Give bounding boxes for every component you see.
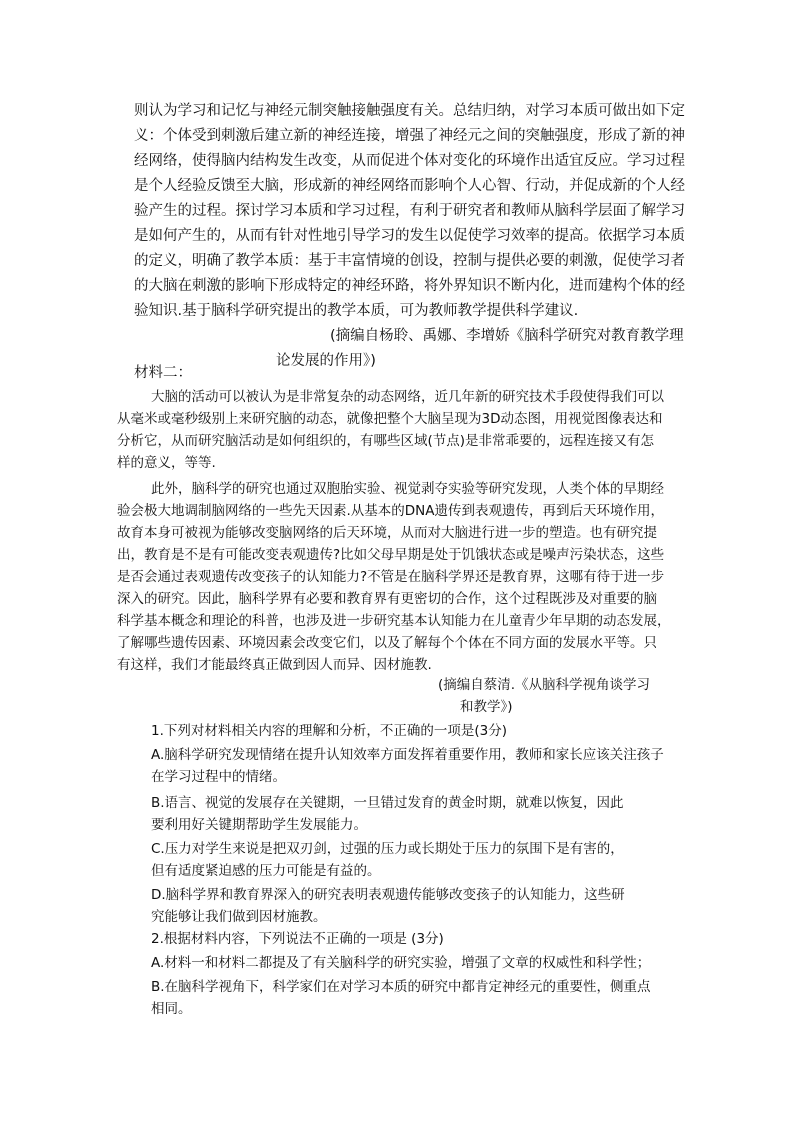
text-line: 经网络，使得脑内结构发生改变，从而促进个体对变化的环境作出适宜反应。学习过程 — [134, 153, 685, 169]
option-b: B.在脑科学视角下，科学家们在对学习本质的研究中都肯定神经元的重要性，侧重点 — [151, 979, 651, 995]
source-citation: (摘编自杨聆、禹娜、李增娇《脑科学研究对教育教学理 — [330, 328, 684, 344]
text-line: 样的意义，等等. — [117, 455, 216, 471]
text-line: 从毫米或毫秒级别上来研究脑的动态，就像把整个大脑呈现为3D动态图，用视觉图像表达和 — [117, 411, 663, 427]
text-line: 是如何产生的，从而有针对性地引导学习的发生以促使学习效率的提高。依据学习本质 — [134, 228, 685, 244]
source-citation: 论发展的作用》) — [276, 353, 376, 369]
text-line: 有这样，我们才能最终真正做到因人而异、因材施教. — [117, 657, 432, 673]
option-a: A.材料一和材料二都提及了有关脑科学的研究实验，增强了文章的权威性和科学性； — [151, 955, 651, 971]
text-line: 义：个体受到刺激后建立新的神经连接，增强了神经元之间的突触强度，形成了新的神 — [134, 128, 685, 144]
text-line: 的定义，明确了教学本质：基于丰富情境的创设，控制与提供必要的刺激，促使学习者 — [134, 253, 685, 269]
text-line: 是否会通过表观遗传改变孩子的认知能力?不管是在脑科学界还是教育界，这哪有待于进一步 — [117, 569, 665, 585]
text-line: 验产生的过程。探讨学习本质和学习过程，有利于研究者和教师从脑科学层面了解学习 — [134, 203, 685, 219]
option-a: A.脑科学研究发现情绪在提升认知效率方面发挥着重要作用，教师和家长应该关注孩子 — [151, 747, 664, 763]
text-line: 此外，脑科学的研究也通过双胞胎实验、视觉剥夺实验等研究发现，人类个体的早期经 — [151, 481, 664, 497]
source-citation: (摘编自蔡清.《从脑科学视角谈学习 — [438, 677, 651, 693]
text-line: 了解哪些遗传因素、环境因素会改变它们，以及了解每个个体在不同方面的发展水平等。只 — [117, 635, 657, 651]
section-heading: 材料二： — [134, 365, 192, 381]
question-stem: 1.下列对材料相关内容的理解和分析，不正确的一项是(3分) — [151, 723, 508, 739]
text-line: 分析它，从而研究脑活动是如何组织的，有哪些区域(节点)是非常乖要的，远程连接又有怎 — [117, 433, 655, 449]
text-line: 出，教育是不是有可能改变表观遗传?比如父母早期是处于饥饿状态或是噪声污染状态，这些 — [117, 547, 665, 563]
option-b-cont: 相同。 — [151, 1001, 192, 1017]
text-line: 是个人经验反馈至大脑，形成新的神经网络而影响个人心智、行动，并促成新的个人经 — [134, 178, 685, 194]
option-b-cont: 要利用好关键期帮助学生发展能力。 — [151, 817, 367, 833]
text-line: 的大脑在刺激的影响下形成特定的神经环路，将外界知识不断内化，进而建构个体的经 — [134, 278, 685, 294]
option-d-cont: 究能够让我们做到因材施教。 — [151, 909, 327, 925]
text-line: 科学基本概念和理论的科普，也涉及进一步研究基本认知能力在儿童青少年早期的动态发展， — [117, 613, 671, 629]
source-citation: 和教学》) — [460, 699, 513, 715]
text-line: 验会极大地调制脑网络的一些先天因素.从基本的DNA遗传到表观遗传，再到后天环境作用， — [117, 503, 665, 519]
option-c-cont: 但有适度紧迫感的压力可能是有益的。 — [151, 863, 381, 879]
text-line: 验知识.基于脑科学研究提出的教学本质，可为教师教学提供科学建议. — [134, 303, 579, 319]
option-b: B.语言、视觉的发展存在关键期，一旦错过发育的黄金时期，就难以恢复，因此 — [151, 795, 624, 811]
option-c: C.压力对学生来说是把双刃剑，过强的压力或长期处于压力的氛围下是有害的， — [151, 841, 624, 857]
text-line: 则认为学习和记忆与神经元制突触接触强度有关。总结归纳，对学习本质可做出如下定 — [134, 103, 685, 119]
text-line: 深入的研究。因此，脑科学界有必要和教育界有更密切的合作，这个过程既涉及对重要的脑 — [117, 591, 657, 607]
option-a-cont: 在学习过程中的情绪。 — [151, 769, 286, 785]
text-line: 大脑的活动可以被认为是非常复杂的动态网络，近几年新的研究技术手段使得我们可以 — [151, 389, 664, 405]
text-line: 故育本身可被视为能够改变脑网络的后天环境，从而对大脑进行进一步的塑造。也有研究提 — [117, 525, 657, 541]
option-d: D.脑科学界和教育界深入的研究表明表观遗传能够改变孩子的认知能力，这些研 — [151, 887, 625, 903]
question-stem: 2.根据材料内容，下列说法不正确的一项是 (3分) — [151, 931, 444, 947]
